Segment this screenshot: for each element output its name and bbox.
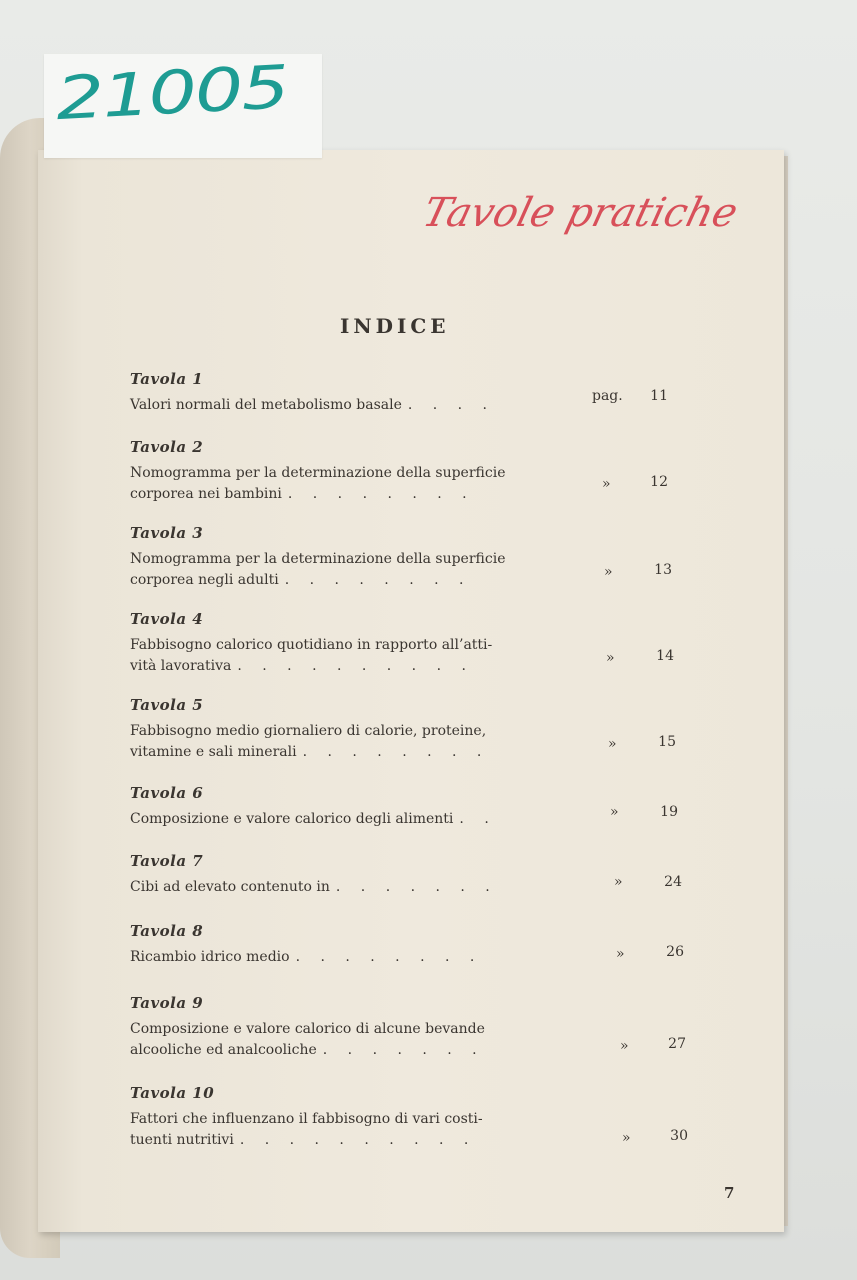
toc-entry-line: Fabbisogno calorico quotidiano in rapporto all’atti-	[130, 637, 493, 653]
toc-entry-description	[130, 463, 570, 505]
page-prefix: »	[606, 650, 615, 666]
toc-entry-line: Nomogramma per la determinazione della superficie	[130, 551, 506, 567]
page-prefix: »	[616, 946, 625, 962]
toc-entry-label: Tavola 2	[130, 438, 204, 456]
page-prefix: »	[604, 564, 613, 580]
toc-entry-label: Tavola 9	[130, 994, 204, 1012]
page-prefix: »	[614, 874, 623, 890]
page-prefix: »	[608, 736, 617, 752]
toc-entry-line: Fattori che influenzano il fabbisogno di vari costi-	[130, 1111, 483, 1127]
leader-dots: . . . . . . .	[335, 879, 498, 895]
toc-entry-line: vità lavorativa	[130, 658, 232, 674]
sticky-note-number: 21005	[54, 51, 290, 134]
toc-entry-label: Tavola 3	[130, 524, 204, 542]
leader-dots: . . . . . . .	[322, 1042, 485, 1058]
page-prefix: »	[622, 1130, 631, 1146]
toc-entry-description	[130, 635, 570, 677]
leader-dots: . . . . . . . . . .	[239, 1132, 477, 1148]
toc-entry-description	[130, 1019, 570, 1061]
toc-entry-line: Valori normali del metabolismo basale	[130, 397, 402, 413]
page-number: 19	[660, 804, 678, 820]
toc-entry-line: alcooliche ed analcooliche	[130, 1042, 317, 1058]
toc-entry-description	[130, 395, 570, 416]
toc-entry	[130, 922, 690, 968]
page-header-title: Tavole pratiche	[418, 190, 743, 236]
toc-entry-label: Tavola 5	[130, 696, 204, 714]
page-prefix: »	[602, 476, 611, 492]
leader-dots: . . . .	[407, 397, 496, 413]
page-number: 14	[656, 648, 674, 664]
leader-dots: . . . . . . . .	[295, 949, 483, 965]
page-number: 15	[658, 734, 676, 750]
toc-entry-description	[130, 947, 570, 968]
toc-entry-label: Tavola 1	[130, 370, 204, 388]
toc-entry-description	[130, 721, 570, 763]
toc-entry-line: Composizione e valore calorico degli alimenti	[130, 811, 454, 827]
toc-entry	[130, 1084, 690, 1151]
toc-entry-label: Tavola 6	[130, 784, 204, 802]
book-page	[38, 150, 784, 1232]
leader-dots: . . . . . . . . . .	[237, 658, 474, 674]
toc-entry	[130, 852, 690, 898]
page-number: 30	[670, 1128, 688, 1144]
toc-entry-label: Tavola 7	[130, 852, 204, 870]
page-number: 26	[666, 944, 684, 960]
toc-entry-line: Composizione e valore calorico di alcune bevande	[130, 1021, 485, 1037]
toc-entry-label: Tavola 8	[130, 922, 204, 940]
page-prefix: »	[620, 1038, 629, 1054]
page-prefix: pag.	[592, 388, 623, 404]
page-folio-number: 7	[724, 1184, 735, 1202]
toc-entry	[130, 784, 690, 830]
toc-entry-line: Ricambio idrico medio	[130, 949, 290, 965]
toc-entry-description	[130, 1109, 570, 1151]
page-prefix: »	[610, 804, 619, 820]
page-number: 27	[668, 1036, 686, 1052]
index-title: INDICE	[340, 314, 450, 338]
toc-entry-description	[130, 877, 570, 898]
toc-entry	[130, 370, 690, 416]
toc-entry-label: Tavola 10	[130, 1084, 215, 1102]
toc-entry	[130, 438, 690, 505]
toc-entry-description	[130, 549, 570, 591]
toc-entry	[130, 524, 690, 591]
page-number: 24	[664, 874, 682, 890]
leader-dots: . . . . . . . .	[302, 744, 490, 760]
page-number: 13	[654, 562, 672, 578]
page-number: 11	[650, 388, 668, 404]
leader-dots: . . . . . . . .	[287, 486, 475, 502]
toc-entry-line: Nomogramma per la determinazione della superficie	[130, 465, 506, 481]
toc-entry-label: Tavola 4	[130, 610, 204, 628]
toc-entry-line: tuenti nutritivi	[130, 1132, 234, 1148]
toc-entry-line: Cibi ad elevato contenuto in	[130, 879, 330, 895]
leader-dots: . .	[459, 811, 497, 827]
toc-entry-line: corporea negli adulti	[130, 572, 279, 588]
toc-entry-description	[130, 809, 570, 830]
sticky-note	[44, 51, 322, 158]
toc-entry	[130, 610, 690, 677]
toc-entry-line: corporea nei bambini	[130, 486, 282, 502]
toc-entry-line: vitamine e sali minerali	[130, 744, 297, 760]
toc-entry-line: Fabbisogno medio giornaliero di calorie, proteine,	[130, 723, 487, 739]
leader-dots: . . . . . . . .	[284, 572, 472, 588]
toc-entry	[130, 696, 690, 763]
page-number: 12	[650, 474, 668, 490]
toc-entry	[130, 994, 690, 1061]
